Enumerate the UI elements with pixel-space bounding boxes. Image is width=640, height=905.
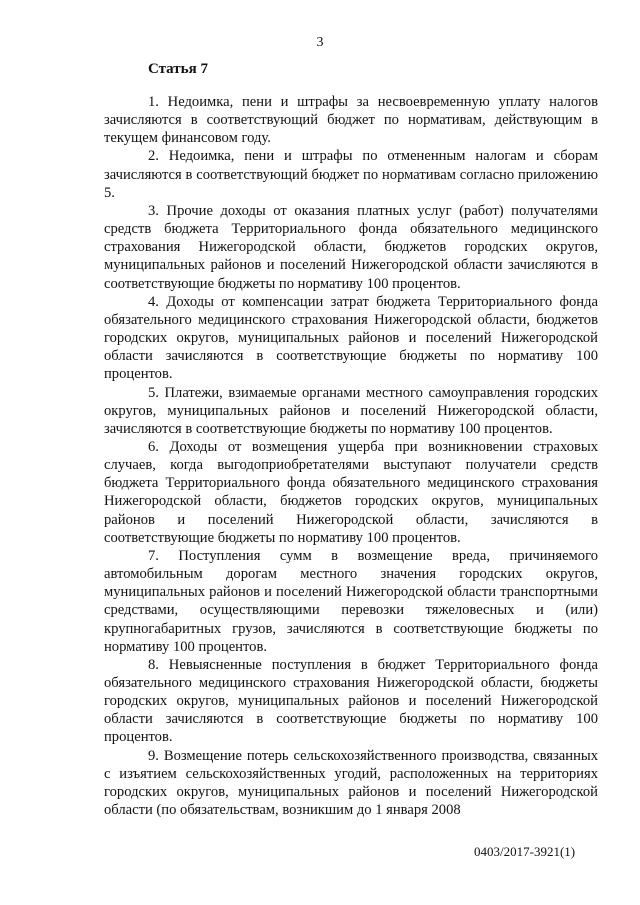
page-number: 3 xyxy=(316,35,324,50)
paragraph-5: 5. Платежи, взимаемые органами местного самоуправления городских округов, муниципальных районов и поселений Нижегородской области, зачисляются в соответствующие бюджеты по нормативу 100 процентов. xyxy=(104,384,598,437)
article-heading: Статья 7 xyxy=(148,61,208,77)
paragraph-9: 9. Возмещение потерь сельскохозяйственного производства, связанных с изъятием сельскохозяйственных угодий, расположенных на территориях городских округов, муниципальных районов и поселений Нижегородской области (по обязательствам, возникшим до 1 января 2008 xyxy=(104,747,598,819)
paragraph-6: 6. Доходы от возмещения ущерба при возникновении страховых случаев, когда выгодоприобретателями выступают получатели средств бюджета Территориального фонда обязательного медицинского страхования Нижегородской области, бюджетов городских округов, муниципальных районов и поселений Нижегородской области, зачисляются в соответствующие бюджеты по нормативу 100 процентов. xyxy=(104,438,598,546)
paragraph-3: 3. Прочие доходы от оказания платных услуг (работ) получателями средств бюджета Территориального фонда обязательного медицинского страхования Нижегородской области, бюджетов городских округов, муниципальных районов и поселений Нижегородской области зачисляются в соответствующие бюджеты по нормативу 100 процентов. xyxy=(104,202,598,292)
document-code: 0403/2017-3921(1) xyxy=(474,844,576,859)
paragraph-2: 2. Недоимка, пени и штрафы по отмененным налогам и сборам зачисляются в соответствующий бюджет по нормативам согласно приложению 5. xyxy=(104,148,598,201)
article-body xyxy=(104,93,598,819)
paragraph-8: 8. Невыясненные поступления в бюджет Территориального фонда обязательного медицинского страхования Нижегородской области, бюджеты городских округов, муниципальных районов и поселений Нижегородской области зачисляются в соответствующие бюджеты по нормативу 100 процентов. xyxy=(104,656,598,746)
paragraph-1: 1. Недоимка, пени и штрафы за несвоевременную уплату налогов зачисляются в соответствующий бюджет по нормативам, действующим в текущем финансовом году. xyxy=(104,94,598,147)
paragraph-4: 4. Доходы от компенсации затрат бюджета Территориального фонда обязательного медицинского страхования Нижегородской области, бюджетов городских округов, муниципальных районов и поселений Нижегородской области зачисляются в соответствующие бюджеты по нормативу 100 процентов. xyxy=(104,293,598,383)
paragraph-7: 7. Поступления сумм в возмещение вреда, причиняемого автомобильным дорогам местного значения городских округов, муниципальных районов и поселений Нижегородской области транспортными средствами, осуществляющими перевозки тяжеловесных и (или) крупногабаритных грузов, зачисляются в соответствующие бюджеты по нормативу 100 процентов. xyxy=(104,547,598,655)
